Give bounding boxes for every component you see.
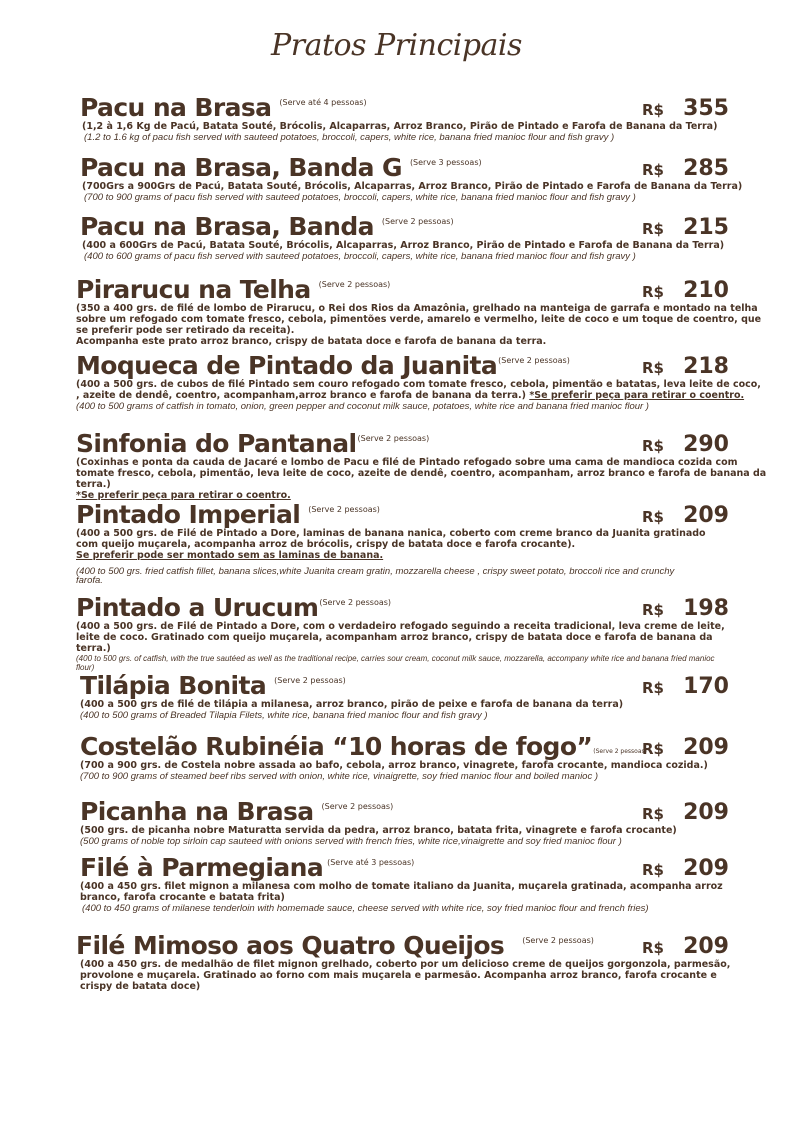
menu-item-picanha-na-brasa bbox=[0, 796, 793, 847]
dish-description-english: (400 to 500 grams of catfish in tomato, onion, green pepper and coconut milk sauce, potatoes, white rice and banana fried manioc flour ) bbox=[76, 401, 649, 412]
dish-price: 218 bbox=[683, 354, 729, 379]
dish-name: Pacu na Brasa $^{(Serve até 4 pessoas)}$ bbox=[80, 93, 367, 122]
dish-description: (400 a 500 grs de filé de tilápia a milanesa, arroz branco, pirão de peixe e farofa de banana da terra) bbox=[80, 699, 624, 710]
currency-label: R$ bbox=[642, 101, 664, 119]
currency-label: R$ bbox=[642, 679, 664, 697]
dish-price: 285 bbox=[683, 156, 729, 181]
dish-description: (350 a 400 grs. de filé de lombo de Pirarucu, o Rei dos Rios da Amazônia, grelhado na manteiga de garrafa e montado na telha sobre um refogado com tomate fresco, cebola, pimentões verde, amarelo e vermelho, leite de coco e um toque de coentro, que se preferir pode ser retirado da receita). Acompanha este prato arroz branco, crispy de batata doce e farofa de banana da terra. bbox=[0, 303, 793, 347]
dish-price: 215 bbox=[683, 215, 729, 240]
dish-description-english: (500 grams of noble top sirloin cap sauteed with onions served with french fries, white rice,vinaigrette and soy fried manioc flour ) bbox=[80, 836, 622, 847]
dish-serves: (Serve 2 pessoas) bbox=[321, 802, 394, 811]
menu-item-moqueca-de-pintado bbox=[0, 350, 793, 412]
menu-item-costelao-rubineia bbox=[0, 731, 793, 782]
dish-serves: (Serve 2 pessoas) bbox=[593, 748, 647, 755]
dish-name: Pacu na Brasa, Banda $^{(Serve 2 pessoas)}$ bbox=[80, 212, 454, 241]
dish-description-english: (400 to 500 grs. fried catfish fillet, banana slices,white Juanita cream gratin, mozzarella cheese , crispy sweet potato, broccoli rice and crunchy farofa. bbox=[76, 566, 675, 586]
dish-note: *Se preferir peça para retirar o coentro. bbox=[529, 390, 745, 401]
currency-label: R$ bbox=[642, 939, 664, 957]
dish-serves: (Serve 2 pessoas) bbox=[274, 676, 346, 685]
currency-label: R$ bbox=[642, 740, 664, 758]
dish-serves: (Serve 2 pessoas) bbox=[357, 434, 430, 443]
dish-price: 198 bbox=[683, 596, 729, 621]
dish-price: 209 bbox=[683, 934, 729, 959]
dish-serves: (Serve 2 pessoas) bbox=[498, 356, 570, 365]
dish-price: 210 bbox=[683, 278, 729, 303]
dish-name: Costelão Rubinéia “10 horas de fogo”(Serve 2 pessoas) bbox=[80, 732, 647, 761]
dish-price: 209 bbox=[683, 735, 729, 760]
currency-label: R$ bbox=[642, 283, 664, 301]
currency-label: R$ bbox=[642, 359, 664, 377]
currency-label: R$ bbox=[642, 437, 664, 455]
dish-description-english: (400 to 500 grams of Breaded Tilapia Filets, white rice, banana fried manioc flour and fish gravy ) bbox=[80, 710, 488, 721]
dish-serves: (Serve até 3 pessoas) bbox=[327, 858, 415, 867]
menu-item-pintado-imperial bbox=[0, 499, 793, 585]
dish-description: (400 a 500 grs. de Filé de Pintado a Dore, laminas de banana nanica, coberto com creme branco da Juanita gratinado com queijo muçarela, acompanha arroz de brócolis, crispy de batata doce e farofa crocante). Se preferir pode ser montado sem as laminas de banana. bbox=[0, 528, 793, 561]
dish-description-english: (400 to 450 grams of milanese tenderloin with homemade sauce, cheese served with white rice, soy fried manioc flour and french fries) bbox=[82, 903, 649, 914]
menu-item-pacu-na-brasa bbox=[0, 92, 793, 143]
dish-price: 209 bbox=[683, 856, 729, 881]
dish-name: Picanha na Brasa $^{(Serve 2 pessoas)}$ bbox=[80, 797, 394, 826]
dish-description: (1,2 à 1,6 Kg de Pacú, Batata Souté, Brócolis, Alcaparras, Arroz Branco, Pirão de Pintado e Farofa de Banana da Terra) bbox=[82, 121, 718, 132]
page-title: Pratos Principais bbox=[271, 28, 522, 63]
dish-serves: (Serve 2 pessoas) bbox=[318, 280, 391, 289]
currency-label: R$ bbox=[642, 601, 664, 619]
menu-item-file-mimoso bbox=[0, 930, 793, 992]
dish-price: 209 bbox=[683, 503, 729, 528]
dish-accompaniment: Acompanha este prato arroz branco, crispy de batata doce e farofa de banana da terra. bbox=[76, 336, 547, 347]
dish-description: (700Grs a 900Grs de Pacú, Batata Souté, Brócolis, Alcaparras, Arroz Branco, Pirão de Pintado e Farofa de Banana da Terra) bbox=[82, 181, 743, 192]
dish-name: Pintado a Urucum$^{(Serve 2 pessoas)}$ bbox=[76, 593, 392, 622]
dish-serves: (Serve 2 pessoas) bbox=[308, 505, 380, 514]
menu-item-pirarucu-na-telha bbox=[0, 274, 793, 347]
currency-label: R$ bbox=[642, 805, 664, 823]
dish-price: 170 bbox=[683, 674, 729, 699]
currency-label: R$ bbox=[642, 861, 664, 879]
dish-name: Pacu na Brasa, Banda G $^{(Serve 3 pessoas)}$ bbox=[80, 153, 482, 182]
dish-description: (400 a 450 grs. filet mignon a milanesa com molho de tomate italiano da Juanita, muçarela gratinada, acompanha arroz branco, farofa crocante e batata frita) bbox=[80, 881, 723, 903]
dish-serves: (Serve 2 pessoas) bbox=[319, 598, 392, 607]
dish-name: Tilápia Bonita $^{(Serve 2 pessoas)}$ bbox=[80, 671, 346, 700]
dish-description: (400 a 600Grs de Pacú, Batata Souté, Brócolis, Alcaparras, Arroz Branco, Pirão de Pintado e Farofa de Banana da Terra) bbox=[82, 240, 725, 251]
dish-description: (400 a 500 grs. de Filé de Pintado a Dore, com o verdadeiro refogado seguindo a receita tradicional, leva creme de leite, leite de coco. Gratinado com queijo muçarela, acompanham arroz branco, crispy de batata doce e farofa de banana da terra.) bbox=[76, 621, 725, 654]
menu-item-file-a-parmegiana bbox=[0, 852, 793, 914]
dish-name: Pintado Imperial $^{(Serve 2 pessoas)}$ bbox=[76, 500, 380, 529]
dish-description-english: (700 to 900 grams of pacu fish served with sauteed potatoes, broccoli, capers, white rice, banana fried manioc flour and fish gravy ) bbox=[84, 192, 636, 203]
dish-price: 355 bbox=[683, 96, 729, 121]
currency-label: R$ bbox=[642, 220, 664, 238]
dish-description: (700 a 900 grs. de Costela nobre assada ao bafo, cebola, arroz branco, vinagrete, farofa crocante, mandioca cozida.) bbox=[80, 760, 708, 771]
currency-label: R$ bbox=[642, 161, 664, 179]
dish-description-english: (400 to 600 grams of pacu fish served with sauteed potatoes, broccoli, capers, white rice, banana fried manioc flour and fish gravy ) bbox=[84, 251, 636, 262]
dish-serves: (Serve 3 pessoas) bbox=[409, 158, 482, 167]
dish-price: 290 bbox=[683, 432, 729, 457]
dish-name: Sinfonia do Pantanal$^{(Serve 2 pessoas)}$ bbox=[76, 429, 430, 458]
menu-item-pacu-na-brasa-banda-g bbox=[0, 152, 793, 203]
menu-item-pintado-a-urucum bbox=[0, 592, 793, 672]
dish-name: Filé Mimoso aos Quatro Queijos $^{(Serve 2 pessoas)}$ bbox=[76, 931, 594, 960]
dish-serves: (Serve 2 pessoas) bbox=[381, 217, 454, 226]
dish-note: *Se preferir peça para retirar o coentro. bbox=[76, 490, 291, 501]
menu-item-pacu-na-brasa-banda bbox=[0, 211, 793, 262]
dish-price: 209 bbox=[683, 800, 729, 825]
dish-name: Filé à Parmegiana $^{(Serve até 3 pessoas)}$ bbox=[80, 853, 415, 882]
dish-serves: (Serve até 4 pessoas) bbox=[279, 98, 367, 107]
dish-note: Se preferir pode ser montado sem as laminas de banana. bbox=[76, 550, 384, 561]
dish-name: Moqueca de Pintado da Juanita$^{(Serve 2 pessoas)}$ bbox=[76, 351, 570, 380]
dish-serves: (Serve 2 pessoas) bbox=[522, 936, 594, 945]
dish-description-english: (400 to 500 grs. of catfish, with the true sautéed as well as the traditional recipe, carries sour cream, coconut milk sauce, mozzarella, accompany white rice and banana fried manioc flour) bbox=[76, 654, 715, 672]
dish-name: Pirarucu na Telha $^{(Serve 2 pessoas)}$ bbox=[76, 275, 391, 304]
dish-description: (500 grs. de picanha nobre Maturatta servida da pedra, arroz branco, batata frita, vinagrete e farofa crocante) bbox=[80, 825, 677, 836]
currency-label: R$ bbox=[642, 508, 664, 526]
dish-description-english: (700 to 900 grams of steamed beef ribs served with onion, white rice, vinaigrette, soy fried manioc flour and boiled manioc ) bbox=[80, 771, 599, 782]
dish-description: (400 a 500 grs. de cubos de filé Pintado sem couro refogado com tomate fresco, cebola, pimentão e batatas, leva leite de coco, , azeite de dendê, coentro, acompanham,arroz branco e farofa de banana da terra.) *Se preferir peça para retirar o coentro. bbox=[76, 379, 761, 401]
menu-item-tilapia-bonita bbox=[0, 670, 793, 721]
dish-description: (Coxinhas e ponta da cauda de Jacaré e lombo de Pacu e filé de Pintado refogado sobre uma cama de mandioca cozida com tomate fresco, cebola, pimentão, leva leite de coco, azeite de dendê, coentro, acompanham, arroz branco e farofa de banana da terra.) *Se preferir peça para retirar o coentro. bbox=[0, 457, 793, 501]
dish-description-english: (1.2 to 1.6 kg of pacu fish served with sauteed potatoes, broccoli, capers, white rice, banana fried manioc flour and fish gravy ) bbox=[84, 132, 615, 143]
dish-description: (400 a 450 grs. de medalhão de filet mignon grelhado, coberto por um delicioso creme de queijos gorgonzola, parmesão, provolone e muçarela. Gratinado ao forno com mais muçarela e parmesão. Acompanha arroz branco, farofa crocante e crispy de batata doce) bbox=[80, 959, 731, 992]
menu-item-sinfonia-do-pantanal bbox=[0, 428, 793, 501]
